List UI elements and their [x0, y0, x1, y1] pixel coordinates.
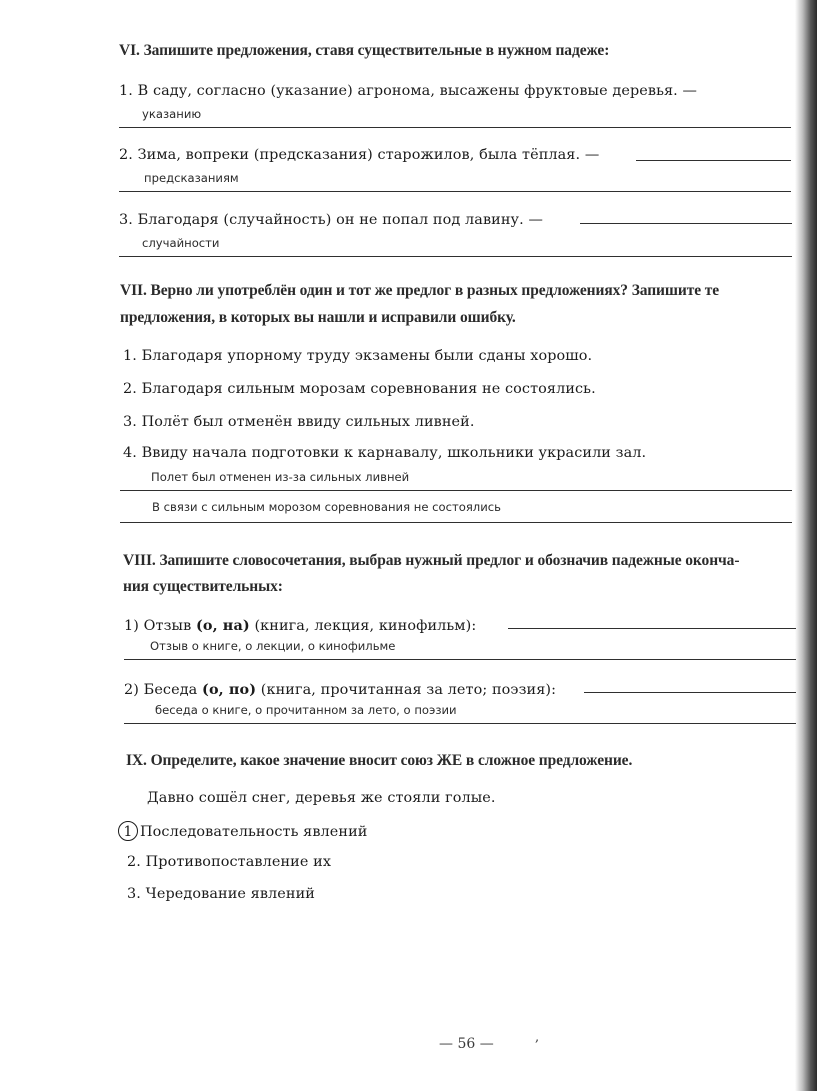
preposition-choices: (о, на) — [195, 617, 250, 634]
answer-line — [120, 490, 792, 491]
section-7-item-2: 2. Благодаря сильным морозам соревнования не состоялись. — [123, 381, 596, 397]
section-9-sentence: Давно сошёл снег, деревья же стояли голые. — [147, 790, 496, 806]
section-7-answer-2[interactable]: В связи с сильным морозом соревнования не состоялись — [152, 500, 501, 514]
answer-line — [580, 223, 792, 224]
answer-line — [119, 127, 791, 128]
section-8-item-1 — [124, 617, 476, 634]
section-7-item-4: 4. Ввиду начала подготовки к карнавалу, школьники украсили зал. — [123, 445, 647, 461]
item-suffix: (книга, лекция, кинофильм): — [249, 618, 477, 634]
answer-line — [120, 522, 792, 523]
section-6-answer-3[interactable]: случайности — [142, 236, 220, 250]
section-6-item-2: 2. Зима, вопреки (предсказания) старожилов, была тёплая. — — [119, 147, 600, 163]
answer-line — [508, 628, 796, 629]
section-7-item-3: 3. Полёт был отменён ввиду сильных ливней. — [123, 414, 475, 430]
section-7-item-1: 1. Благодаря упорному труду экзамены были сданы хорошо. — [123, 348, 593, 364]
section-6-answer-1[interactable]: указанию — [142, 107, 202, 121]
answer-line — [636, 160, 791, 161]
answer-line — [584, 692, 796, 693]
answer-line — [119, 191, 791, 192]
option-2-text: Противопоставление их — [145, 854, 332, 870]
scan-speck: , — [535, 1030, 540, 1045]
section-8-heading-line-1: VIII. Запишите словосочетания, выбрав нужный предлог и обозначив падежные оконча- — [123, 552, 740, 569]
section-6-heading: VI. Запишите предложения, ставя существительные в нужном падеже: — [119, 42, 610, 59]
answer-line — [124, 723, 796, 724]
answer-line — [124, 659, 796, 660]
section-6-answer-2[interactable]: предсказаниям — [144, 171, 239, 185]
section-7-answer-1[interactable]: Полет был отменен из-за сильных ливней — [151, 470, 410, 484]
option-1-text: Последовательность явлений — [140, 824, 368, 840]
item-prefix: 1) Отзыв — [124, 618, 196, 634]
answer-line — [119, 256, 792, 257]
option-2[interactable] — [127, 854, 331, 870]
option-3-text: Чередование явлений — [145, 886, 315, 902]
section-6-item-3: 3. Благодаря (случайность) он не попал под лавину. — — [119, 212, 543, 228]
option-1[interactable] — [120, 821, 368, 841]
section-7-heading-line-1: VII. Верно ли употреблён один и тот же предлог в разных предложениях? Запишите те — [120, 282, 720, 299]
selected-option-circle: 1 — [118, 821, 138, 841]
section-9-heading: IX. Определите, какое значение вносит союз ЖЕ в сложное предложение. — [126, 752, 633, 769]
preposition-choices: (о, по) — [202, 681, 257, 698]
section-8-answer-2[interactable]: беседа о книге, о прочитанном за лето, о поэзии — [155, 703, 457, 717]
item-suffix: (книга, прочитанная за лето; поэзия): — [256, 682, 557, 698]
item-prefix: 2) Беседа — [124, 682, 203, 698]
option-2-number: 2. — [127, 854, 141, 870]
section-8-answer-1[interactable]: Отзыв о книге, о лекции, о кинофильме — [150, 639, 396, 653]
section-8-heading-line-2: ния существительных: — [123, 578, 283, 595]
section-6-item-1: 1. В саду, согласно (указание) агронома, высажены фруктовые деревья. — — [119, 83, 698, 99]
page-number: — 56 — — [439, 1036, 494, 1052]
section-8-item-2 — [124, 681, 556, 698]
section-7-heading-line-2: предложения, в которых вы нашли и исправили ошибку. — [120, 309, 516, 326]
option-3[interactable] — [127, 886, 315, 902]
scan-edge-shadow — [795, 0, 817, 1091]
option-3-number: 3. — [127, 886, 141, 902]
